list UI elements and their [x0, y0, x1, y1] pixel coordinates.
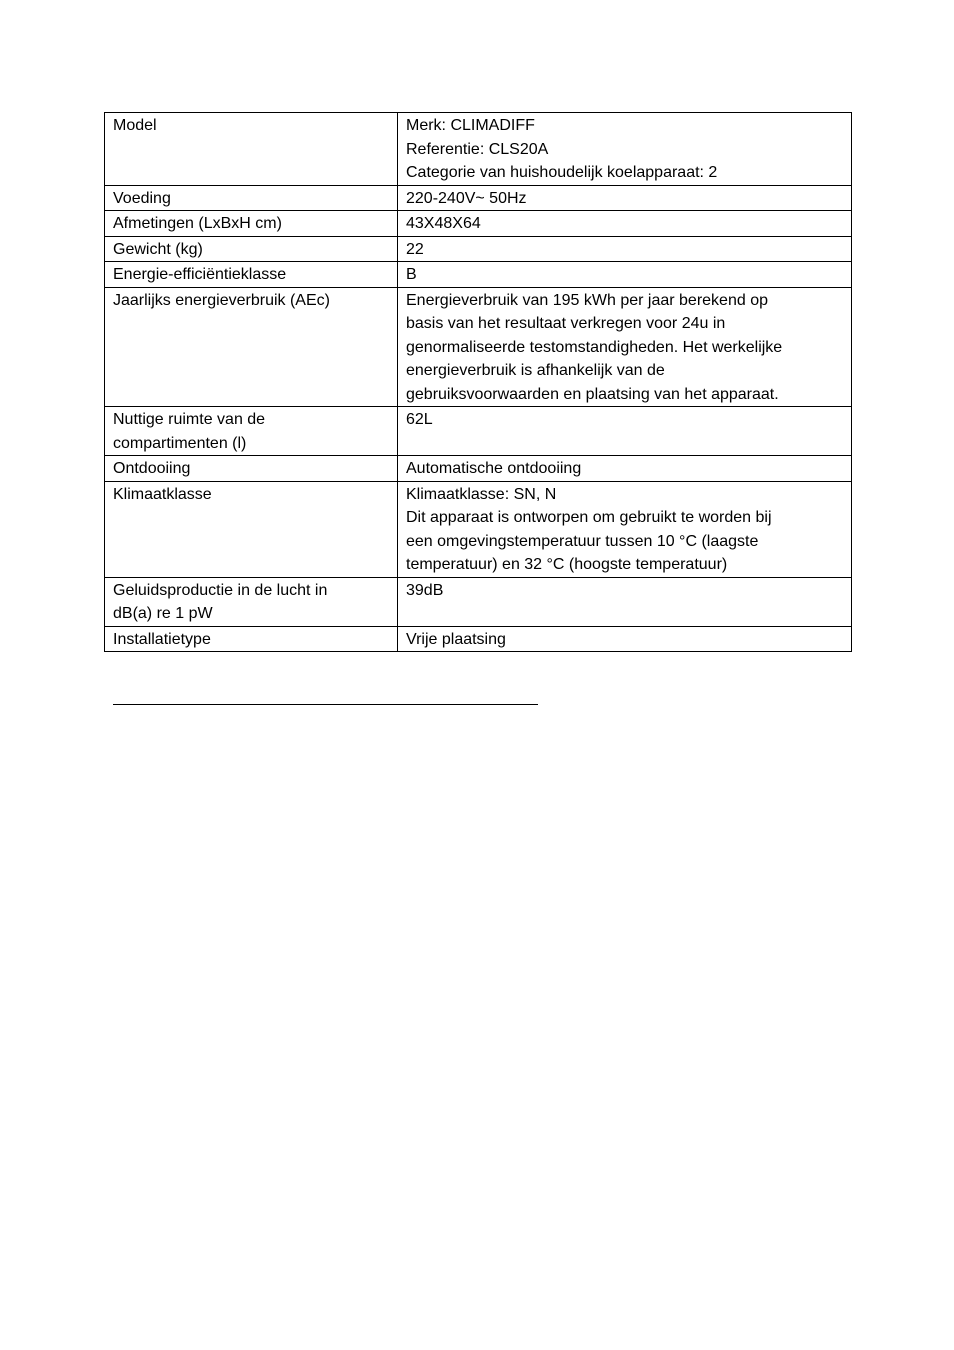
spec-value-cell: [398, 456, 852, 482]
spec-value-text: energieverbruik is afhankelijk van de: [406, 362, 665, 379]
spec-label-text: compartimenten (l): [113, 434, 247, 452]
spec-value-text: Dit apparaat is ontworpen om gebruikt te worden bij: [406, 509, 772, 526]
spec-value-text: Vrije plaatsing: [406, 630, 506, 648]
spec-table: [104, 112, 852, 652]
spec-value-cell: [398, 407, 852, 456]
spec-value-cell: [398, 185, 852, 211]
spec-label-cell: [105, 456, 398, 482]
spec-value-text: Categorie van huishoudelijk koelapparaat: 2: [406, 164, 718, 181]
table-row: [105, 211, 852, 237]
spec-label-text: Model: [113, 117, 157, 134]
spec-label-text: Installatietype: [113, 630, 211, 648]
table-row: [105, 262, 852, 288]
spec-value-text: 22: [406, 240, 424, 258]
footnote-separator: [113, 704, 538, 705]
spec-label-text: Gewicht (kg): [113, 240, 203, 258]
spec-value-text: gebruiksvoorwaarden en plaatsing van het apparaat.: [406, 385, 779, 403]
spec-value-text: B: [406, 266, 417, 283]
spec-label-text: Voeding: [113, 189, 171, 207]
spec-label-cell: [105, 211, 398, 237]
spec-label-text: Afmetingen (LxBxH cm): [113, 215, 282, 232]
table-row: [105, 113, 852, 186]
table-row: [105, 626, 852, 652]
table-row: [105, 236, 852, 262]
spec-value-text: 220-240V~ 50Hz: [406, 189, 527, 207]
spec-label-text: Nuttige ruimte van de: [113, 411, 266, 428]
spec-value-text: Automatische ontdooiing: [406, 460, 582, 477]
spec-value-cell: [398, 113, 852, 186]
spec-label-cell: [105, 236, 398, 262]
spec-label-text: Klimaatklasse: [113, 485, 212, 503]
spec-label-text: Ontdooiing: [113, 460, 191, 477]
spec-value-text: Referentie: CLS20A: [406, 140, 549, 158]
table-row: [105, 407, 852, 456]
spec-value-cell: [398, 236, 852, 262]
table-row: [105, 287, 852, 407]
spec-label-text: dB(a) re 1 pW: [113, 605, 213, 622]
spec-value-text: Energieverbruik van 195 kWh per jaar berekend op: [406, 291, 768, 309]
spec-value-text: Klimaatklasse: SN, N: [406, 485, 557, 503]
table-row: [105, 456, 852, 482]
spec-label-cell: [105, 407, 398, 456]
spec-value-text: 62L: [406, 411, 433, 428]
spec-label-text: Geluidsproductie in de lucht in: [113, 581, 328, 599]
spec-label-cell: [105, 287, 398, 407]
spec-value-cell: [398, 262, 852, 288]
spec-value-cell: [398, 626, 852, 652]
table-row: [105, 185, 852, 211]
table-row: [105, 577, 852, 626]
spec-label-cell: [105, 113, 398, 186]
spec-value-text: genormaliseerde testomstandigheden. Het werkelijke: [406, 338, 783, 356]
spec-value-cell: [398, 481, 852, 577]
spec-label-cell: [105, 626, 398, 652]
spec-value-text: 43X48X64: [406, 215, 481, 232]
spec-value-text: een omgevingstemperatuur tussen 10 °C (laagste: [406, 532, 759, 550]
spec-value-text: 39dB: [406, 581, 444, 599]
spec-value-cell: [398, 211, 852, 237]
spec-label-cell: [105, 185, 398, 211]
table-row: [105, 481, 852, 577]
spec-value-text: Merk: CLIMADIFF: [406, 117, 535, 134]
spec-value-cell: [398, 577, 852, 626]
spec-value-text: temperatuur) en 32 °C (hoogste temperatuur): [406, 556, 728, 573]
spec-label-cell: [105, 577, 398, 626]
spec-value-text: basis van het resultaat verkregen voor 24u in: [406, 315, 726, 332]
spec-label-cell: [105, 262, 398, 288]
spec-label-text: Energie-efficiëntieklasse: [113, 266, 287, 283]
spec-value-cell: [398, 287, 852, 407]
spec-label-text: Jaarlijks energieverbruik (AEc): [113, 291, 330, 309]
spec-label-cell: [105, 481, 398, 577]
spec-table-body: [105, 113, 852, 652]
